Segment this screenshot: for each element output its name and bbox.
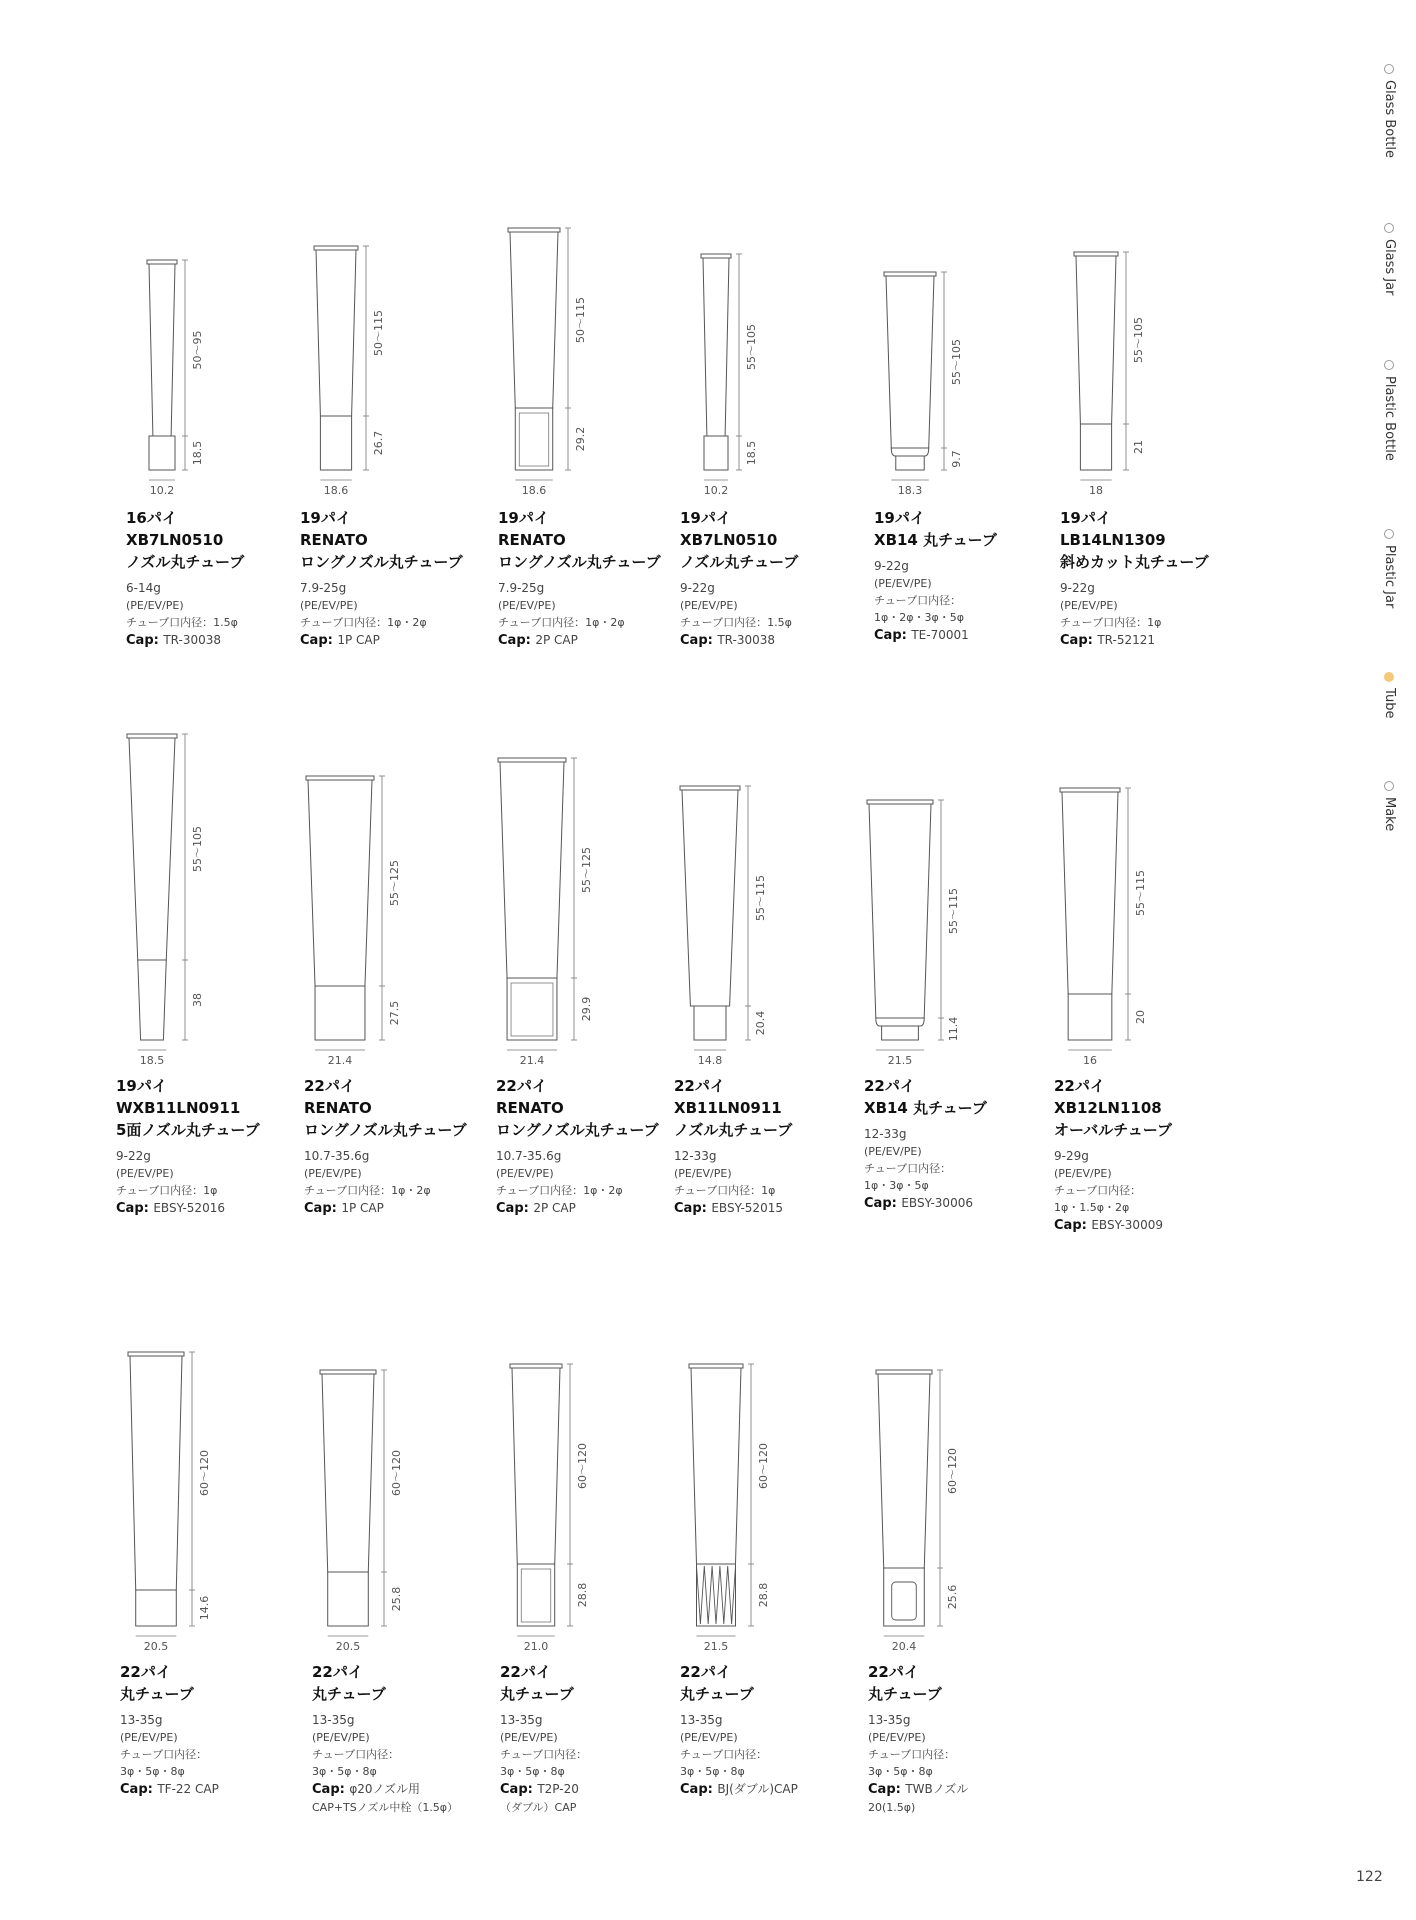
tube-drawing: [1054, 0, 1224, 1920]
product-name: 丸チューブ: [680, 1685, 754, 1703]
product-material: (PE/EV/PE): [126, 599, 184, 612]
product-inner-diameter: チューブ口内径：1φ・2φ: [300, 616, 427, 629]
nav-label: Glass Bottle: [1382, 80, 1397, 159]
tube-drawing: [680, 0, 850, 1920]
product-material: (PE/EV/PE): [864, 1145, 922, 1158]
tube-cap: [136, 1590, 177, 1626]
dimension-diameter-label: 21.5: [703, 1640, 729, 1653]
product-name: XB7LN0510: [680, 531, 778, 549]
product-weight: 13-35g: [680, 1713, 723, 1727]
product-size: 22パイ: [120, 1663, 171, 1681]
dimension-cap-label: 28.8: [757, 1582, 770, 1608]
tube-cap: [328, 1572, 369, 1626]
product-material: (PE/EV/PE): [120, 1731, 178, 1744]
product-weight: 13-35g: [120, 1713, 163, 1727]
product-material: (PE/EV/PE): [680, 1731, 738, 1744]
cap-value: BJ(ダブル)CAP: [717, 1782, 798, 1796]
cap-value: 1P CAP: [337, 633, 380, 647]
dimension-cap-label: 25.6: [946, 1584, 959, 1610]
cap-value: TE-70001: [911, 628, 969, 642]
cap-value: TR-52121: [1097, 633, 1156, 647]
dimension-length-label: 50～115: [372, 310, 385, 356]
product-size: 19パイ: [680, 509, 731, 527]
cap-label: Cap:: [312, 1782, 350, 1797]
product-inner-diameter: チューブ口内径：1.5φ: [126, 616, 238, 629]
dimension-diameter-label: 16: [1083, 1054, 1097, 1067]
product-weight: 13-35g: [312, 1713, 355, 1727]
product-inner-diameter-values: 3φ・5φ・8φ: [120, 1765, 185, 1778]
dimension-cap-label: 27.5: [388, 1000, 401, 1026]
nav-dot-icon: [1384, 360, 1394, 370]
cap-label: Cap:: [680, 633, 718, 648]
product-weight: 9-22g: [680, 581, 715, 595]
product-cap: [120, 1780, 290, 1799]
product-inner-diameter: チューブ口内径：: [312, 1748, 400, 1761]
cap-label: Cap:: [864, 1196, 902, 1211]
dimension-diameter-label: 20.5: [335, 1640, 361, 1653]
product-size: 22パイ: [680, 1663, 731, 1681]
product-name: 丸チューブ: [500, 1685, 574, 1703]
dimension-diameter-label: 10.2: [149, 484, 175, 497]
product-name: 丸チューブ: [868, 1685, 942, 1703]
cap-value: TR-30038: [163, 633, 222, 647]
dimension-cap-label: 20.4: [754, 1010, 767, 1036]
cap-value: 2P CAP: [535, 633, 578, 647]
tube-drawing: [312, 0, 482, 1920]
dimension-length-label: 60～120: [390, 1450, 403, 1496]
cap-value: 2P CAP: [533, 1201, 576, 1215]
dimension-diameter-label: 21.5: [887, 1054, 913, 1067]
cap-value: φ20ノズル用: [349, 1782, 421, 1796]
cap-label: Cap:: [500, 1782, 538, 1797]
product-info: [868, 1662, 1038, 1816]
page-number: 122: [1356, 1869, 1383, 1885]
dimension-length-label: 55～115: [754, 875, 767, 921]
product-info: [312, 1662, 482, 1816]
product-inner-diameter: チューブ口内径：: [868, 1748, 956, 1761]
product-material: (PE/EV/PE): [300, 599, 358, 612]
product-cap: [868, 1780, 1038, 1799]
cap-label: Cap:: [498, 633, 536, 648]
dimension-diameter-label: 20.4: [891, 1640, 917, 1653]
product-weight: 7.9-25g: [498, 581, 545, 595]
product-name: WXB11LN0911: [116, 1099, 241, 1117]
product-size: 22パイ: [304, 1077, 355, 1095]
dimension-diameter-label: 21.4: [519, 1054, 545, 1067]
product-name: ロングノズル丸チューブ: [496, 1121, 659, 1139]
product-inner-diameter: チューブ口内径：: [1054, 1184, 1142, 1197]
product-weight: 9-22g: [874, 559, 909, 573]
cap-value: TWBノズル: [905, 1782, 969, 1796]
product-material: (PE/EV/PE): [304, 1167, 362, 1180]
dimension-cap-label: 38: [191, 993, 204, 1007]
dimension-length-label: 55～105: [1132, 317, 1145, 363]
cap-label: Cap:: [680, 1782, 718, 1797]
dimension-length-label: 55～125: [388, 860, 401, 906]
product-inner-diameter-values: 1φ・1.5φ・2φ: [1054, 1201, 1130, 1214]
product-material: (PE/EV/PE): [312, 1731, 370, 1744]
product-cap-note: （ダブル）CAP: [500, 1801, 577, 1814]
product-size: 22パイ: [496, 1077, 547, 1095]
nav-dot-icon: [1384, 781, 1394, 791]
cap-value: EBSY-30009: [1091, 1218, 1163, 1232]
product-inner-diameter: チューブ口内径：1φ・2φ: [304, 1184, 431, 1197]
product-inner-diameter-values: 3φ・5φ・8φ: [500, 1765, 565, 1778]
cap-label: Cap:: [874, 628, 912, 643]
product-cap-note: 20(1.5φ): [868, 1801, 916, 1814]
cap-value: EBSY-52016: [153, 1201, 225, 1215]
dimension-cap-label: 21: [1132, 440, 1145, 454]
tube-body: [1062, 792, 1118, 994]
product-cap-note: CAP+TSノズル中栓（1.5φ）: [312, 1801, 459, 1814]
product-name: 斜めカット丸チューブ: [1060, 553, 1209, 571]
product-material: (PE/EV/PE): [874, 577, 932, 590]
product-info: [120, 1662, 290, 1799]
dimension-length-label: 55～105: [950, 339, 963, 385]
product-size: 22パイ: [1054, 1077, 1105, 1095]
tube-crimp-seal: [689, 1364, 743, 1368]
tube-crimp-seal: [876, 1370, 932, 1374]
product-weight: 13-35g: [868, 1713, 911, 1727]
product-material: (PE/EV/PE): [868, 1731, 926, 1744]
product-name: 丸チューブ: [312, 1685, 386, 1703]
product-size: 19パイ: [498, 509, 549, 527]
product-inner-diameter-values: 3φ・5φ・8φ: [868, 1765, 933, 1778]
product-inner-diameter: チューブ口内径：1φ: [116, 1184, 218, 1197]
cap-value: 1P CAP: [341, 1201, 384, 1215]
dimension-cap-label: 11.4: [947, 1016, 960, 1042]
dimension-cap-label: 29.2: [574, 426, 587, 452]
product-name: ロングノズル丸チューブ: [304, 1121, 467, 1139]
product-size: 22パイ: [312, 1663, 363, 1681]
product-name: XB12LN1108: [1054, 1099, 1162, 1117]
product-weight: 9-22g: [1060, 581, 1095, 595]
product-inner-diameter: チューブ口内径：: [680, 1748, 768, 1761]
cap-label: Cap:: [116, 1201, 154, 1216]
dimension-length-label: 60～120: [757, 1443, 770, 1489]
dimension-cap-label: 18.5: [191, 440, 204, 466]
product-size: 19パイ: [1060, 509, 1111, 527]
product-name: オーバルチューブ: [1054, 1121, 1173, 1139]
cap-label: Cap:: [300, 633, 338, 648]
tube-body: [691, 1368, 741, 1564]
dimension-length-label: 55～105: [191, 826, 204, 872]
cap-label: Cap:: [1060, 633, 1098, 648]
cap-value: TR-30038: [717, 633, 776, 647]
product-inner-diameter-values: 3φ・5φ・8φ: [312, 1765, 377, 1778]
product-weight: 9-22g: [116, 1149, 151, 1163]
product-name: ノズル丸チューブ: [126, 553, 245, 571]
product-material: (PE/EV/PE): [674, 1167, 732, 1180]
product-weight: 9-29g: [1054, 1149, 1089, 1163]
product-size: 19パイ: [300, 509, 351, 527]
dimension-diameter-label: 18.5: [139, 1054, 165, 1067]
cap-label: Cap:: [674, 1201, 712, 1216]
product-name: XB7LN0510: [126, 531, 224, 549]
cap-label: Cap:: [868, 1782, 906, 1797]
product-inner-diameter-values: 3φ・5φ・8φ: [680, 1765, 745, 1778]
product-weight: 6-14g: [126, 581, 161, 595]
dimension-diameter-label: 21.0: [523, 1640, 549, 1653]
product-inner-diameter: チューブ口内径：1φ・2φ: [498, 616, 625, 629]
nav-dot-icon: [1384, 223, 1394, 233]
tube-drawing: [120, 0, 290, 1920]
product-material: (PE/EV/PE): [116, 1167, 174, 1180]
dimension-diameter-label: 18.3: [897, 484, 923, 497]
product-material: (PE/EV/PE): [496, 1167, 554, 1180]
product-inner-diameter: チューブ口内径：1φ・2φ: [496, 1184, 623, 1197]
cap-value: TF-22 CAP: [157, 1782, 219, 1796]
tube-body: [322, 1374, 374, 1572]
product-name: RENATO: [496, 1099, 564, 1117]
tube-cap: [1068, 994, 1112, 1040]
product-inner-diameter: チューブ口内径：1φ: [674, 1184, 776, 1197]
nav-dot-icon: [1384, 64, 1394, 74]
nav-dot-active-icon: [1384, 672, 1394, 682]
product-size: 16パイ: [126, 509, 177, 527]
product-size: 22パイ: [500, 1663, 551, 1681]
product-inner-diameter-values: 1φ・2φ・3φ・5φ: [874, 611, 965, 624]
product-info: [1054, 1076, 1224, 1235]
product-inner-diameter: チューブ口内径：: [864, 1162, 952, 1175]
product-cap: [500, 1780, 670, 1799]
tube-cap: [517, 1564, 554, 1626]
product-name: XB14 丸チューブ: [864, 1099, 987, 1117]
product-inner-diameter: チューブ口内径：: [120, 1748, 208, 1761]
dimension-cap-label: 20: [1134, 1010, 1147, 1024]
cap-label: Cap:: [496, 1201, 534, 1216]
product-size: 22パイ: [868, 1663, 919, 1681]
product-weight: 7.9-25g: [300, 581, 347, 595]
product-name: RENATO: [304, 1099, 372, 1117]
tube-crimp-seal: [510, 1364, 562, 1368]
product-name: 丸チューブ: [120, 1685, 194, 1703]
dimension-length-label: 55～125: [580, 847, 593, 893]
nav-label: Plastic Bottle: [1382, 376, 1397, 461]
dimension-length-label: 60～120: [198, 1450, 211, 1496]
dimension-diameter-label: 20.5: [143, 1640, 169, 1653]
category-nav: [1376, 64, 1406, 864]
product-cap: [1054, 1216, 1224, 1235]
product-weight: 12-33g: [864, 1127, 907, 1141]
dimension-cap-label: 18.5: [745, 440, 758, 466]
nav-label: Plastic Jar: [1382, 545, 1397, 609]
tube-body: [130, 1356, 182, 1590]
product-name: ノズル丸チューブ: [674, 1121, 793, 1139]
product-info: [680, 1662, 850, 1799]
product-name: LB14LN1309: [1060, 531, 1166, 549]
product-weight: 12-33g: [674, 1149, 717, 1163]
product-inner-diameter: チューブ口内径：: [500, 1748, 588, 1761]
product-name: ロングノズル丸チューブ: [300, 553, 463, 571]
product-size: 22パイ: [864, 1077, 915, 1095]
tube-body: [512, 1368, 560, 1564]
dimension-cap-label: 14.6: [198, 1595, 211, 1621]
tube-cap: [884, 1568, 925, 1626]
dimension-cap-label: 9.7: [950, 450, 963, 468]
nav-dot-icon: [1384, 529, 1394, 539]
product-weight: 13-35g: [500, 1713, 543, 1727]
nav-label: Glass Jar: [1382, 239, 1397, 296]
nav-label: Tube: [1382, 688, 1397, 719]
product-name: ロングノズル丸チューブ: [498, 553, 661, 571]
product-name: XB11LN0911: [674, 1099, 782, 1117]
dimension-length-label: 55～115: [947, 888, 960, 934]
tube-body: [878, 1374, 930, 1568]
dimension-diameter-label: 21.4: [327, 1054, 353, 1067]
product-size: 22パイ: [674, 1077, 725, 1095]
product-material: (PE/EV/PE): [498, 599, 556, 612]
product-name: RENATO: [300, 531, 368, 549]
cap-label: Cap:: [126, 633, 164, 648]
product-name: 5面ノズル丸チューブ: [116, 1121, 260, 1139]
cap-label: Cap:: [1054, 1218, 1092, 1233]
product-cap: [312, 1780, 482, 1799]
product-inner-diameter: チューブ口内径：1φ: [1060, 616, 1162, 629]
product-info: [500, 1662, 670, 1816]
product-material: (PE/EV/PE): [680, 599, 738, 612]
dimension-length-label: 55～105: [745, 324, 758, 370]
product-name: ノズル丸チューブ: [680, 553, 799, 571]
nav-label: Make: [1382, 797, 1397, 832]
product-cap: [680, 1780, 850, 1799]
dimension-diameter-label: 10.2: [703, 484, 729, 497]
dimension-length-label: 55～115: [1134, 870, 1147, 916]
tube-crimp-seal: [1060, 788, 1120, 792]
dimension-cap-label: 25.8: [390, 1586, 403, 1612]
product-inner-diameter-values: 1φ・3φ・5φ: [864, 1179, 929, 1192]
dimension-length-label: 60～120: [946, 1448, 959, 1494]
cap-label: Cap:: [304, 1201, 342, 1216]
cap-value: EBSY-30006: [901, 1196, 973, 1210]
cap-value: T2P-20: [537, 1782, 579, 1796]
dimension-diameter-label: 18.6: [521, 484, 547, 497]
product-size: 19パイ: [874, 509, 925, 527]
dimension-diameter-label: 14.8: [697, 1054, 723, 1067]
dimension-length-label: 50～115: [574, 297, 587, 343]
product-name: XB14 丸チューブ: [874, 531, 997, 549]
tube-crimp-seal: [128, 1352, 184, 1356]
cap-label: Cap:: [120, 1782, 158, 1797]
dimension-length-label: 60～120: [576, 1443, 589, 1489]
dimension-cap-label: 26.7: [372, 430, 385, 456]
product-material: (PE/EV/PE): [500, 1731, 558, 1744]
product-weight: 10.7-35.6g: [496, 1149, 562, 1163]
product-material: (PE/EV/PE): [1060, 599, 1118, 612]
dimension-cap-label: 28.8: [576, 1582, 589, 1608]
tube-drawing: [500, 0, 670, 1920]
dimension-cap-label: 29.9: [580, 996, 593, 1022]
tube-crimp-seal: [320, 1370, 376, 1374]
product-material: (PE/EV/PE): [1054, 1167, 1112, 1180]
product-size: 19パイ: [116, 1077, 167, 1095]
product-weight: 10.7-35.6g: [304, 1149, 370, 1163]
product-inner-diameter: チューブ口内径：1.5φ: [680, 616, 792, 629]
cap-value: EBSY-52015: [711, 1201, 783, 1215]
dimension-diameter-label: 18: [1089, 484, 1103, 497]
dimension-diameter-label: 18.6: [323, 484, 349, 497]
product-inner-diameter: チューブ口内径：: [874, 594, 962, 607]
tube-drawing: [868, 0, 1038, 1920]
product-name: RENATO: [498, 531, 566, 549]
dimension-length-label: 50～95: [191, 330, 204, 370]
